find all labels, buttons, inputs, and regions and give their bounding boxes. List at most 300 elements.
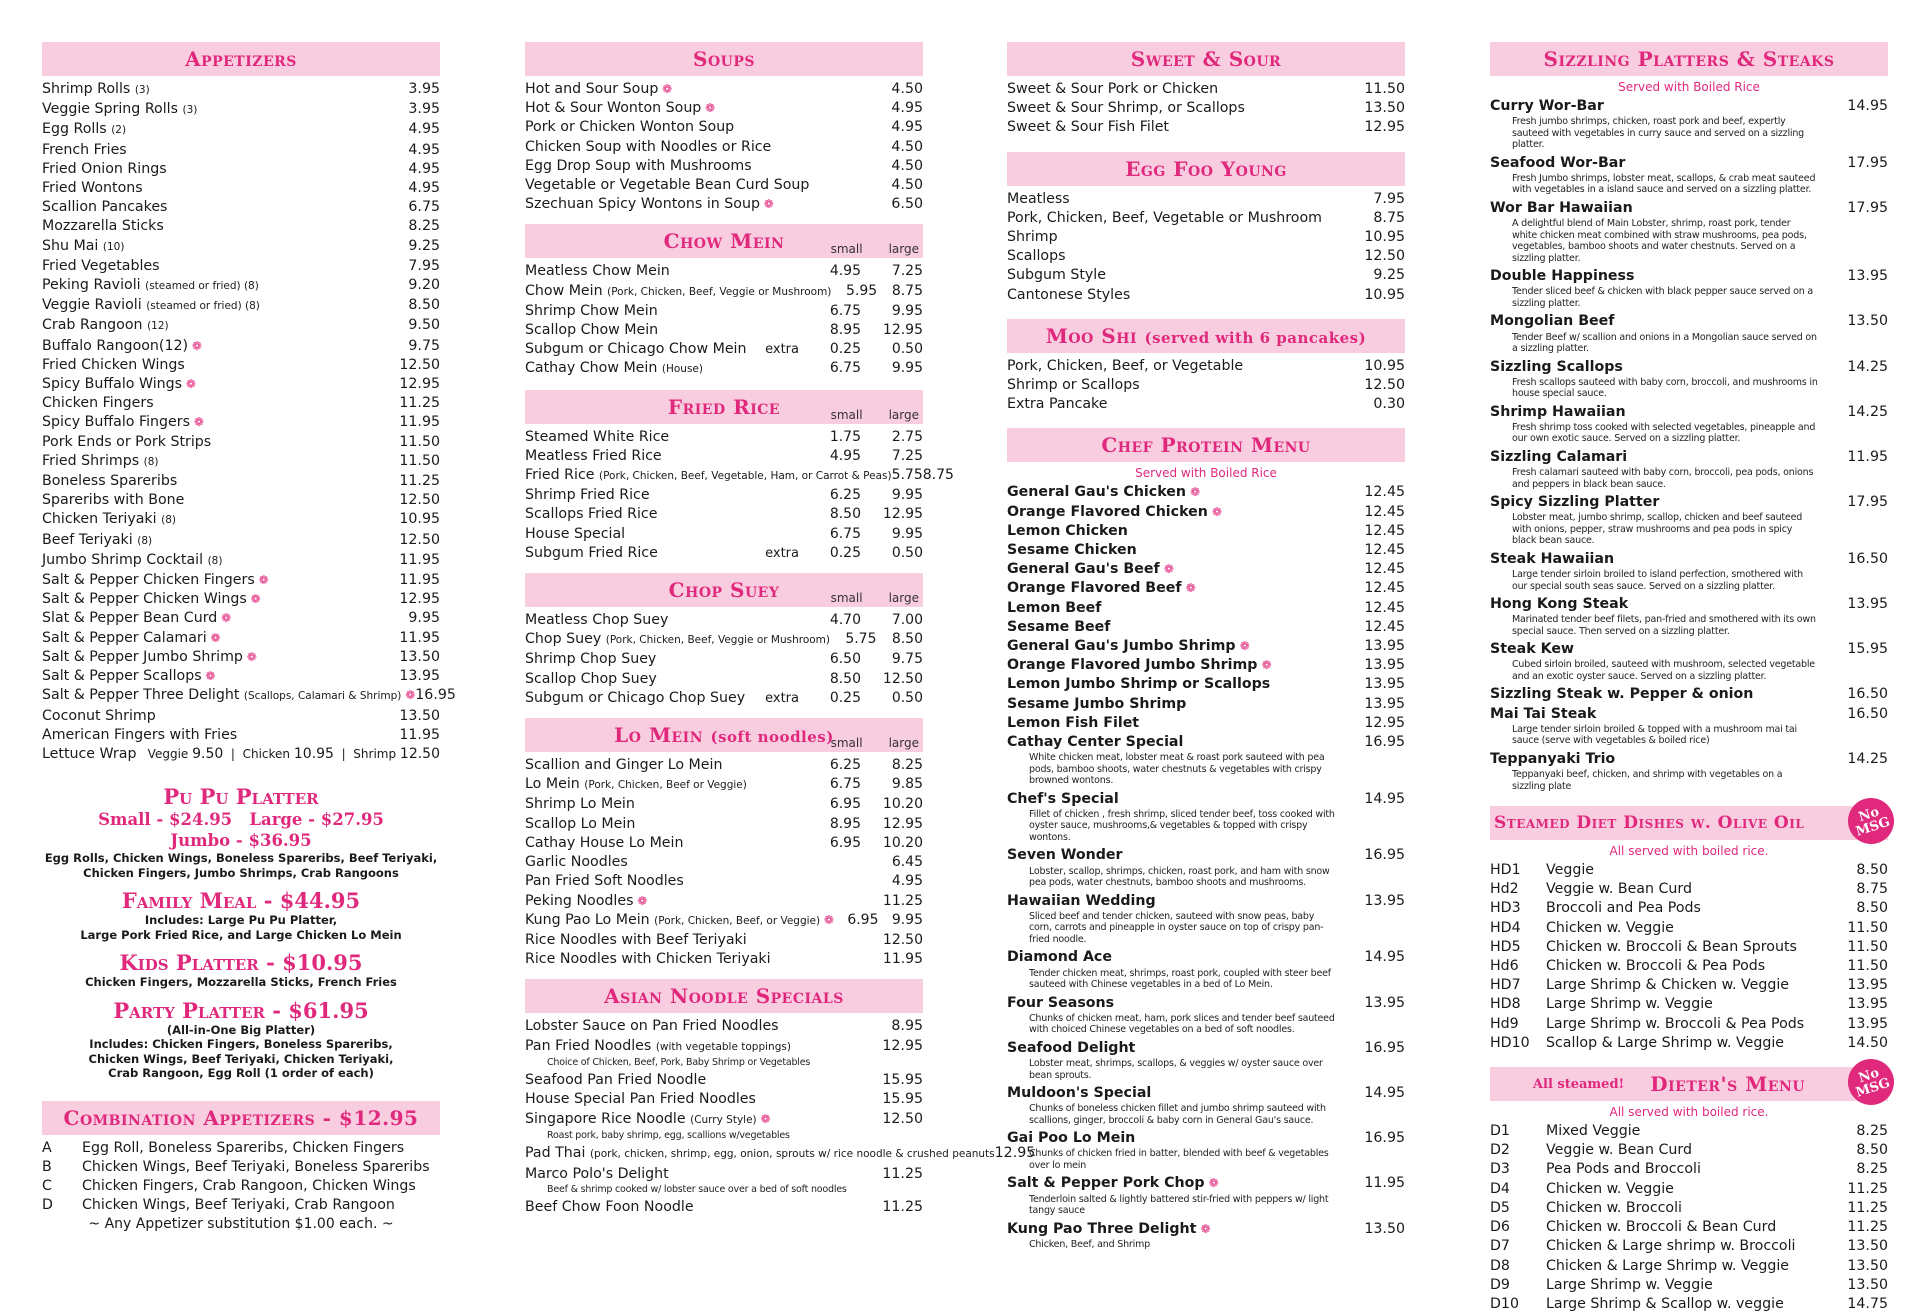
item-name-text: Meatless Chop Suey [525,612,669,629]
item-name-text: Shrimp Chop Suey [525,651,657,668]
item-price: 8.25 [1856,1123,1888,1140]
item-name [1490,267,1828,286]
item-name [1007,209,1345,228]
menu-item-row [525,195,923,214]
item-name-text: Lemon Jumbo Shrimp or Scallops [1007,676,1271,693]
party-line-4: Crab Rangoon, Egg Roll (1 order of each) [108,1066,374,1081]
item-name-text: Scallop Chow Mein [525,322,659,339]
item-price: 4.50 [891,81,923,97]
menu-item-row [42,648,440,667]
small-price: 6.25 [829,757,861,774]
item-code: HD8 [1490,996,1521,1013]
item-name-text: Peking Noodles [525,892,634,909]
menu-item-row [525,428,923,447]
sizzling-header: Sizzling Platters & Steaks [1490,42,1888,76]
kids-line-1: Chicken Fingers, Mozzarella Sticks, French Fries [85,975,397,990]
menu-item-row [1490,1237,1888,1256]
menu-item-row [1490,1257,1888,1276]
item-name-text: Wor Bar Hawaiian [1490,199,1633,216]
item-price: 13.50 [399,707,440,724]
item-name-text: Slat & Pepper Bean Curd [42,610,218,627]
item-name [1007,1129,1345,1148]
item-name-text: Vegetable or Vegetable Bean Curd Soup [525,177,810,194]
item-price: 11.95 [399,551,440,568]
item-description: Fillet of chicken , fresh shrimp, sliced tender beef, toss cooked with oyster sauce, mushrooms,& vegetables & topped with crispy wontons. [1029,808,1335,843]
item-name [1490,403,1828,422]
item-name-text: Chicken w. Broccoli [1546,1199,1682,1216]
item-name [1490,448,1828,467]
item-price: 9.50 [408,317,440,334]
item-name-text: Salt & Pepper Chicken Wings [42,591,247,608]
menu-item-row [1490,1180,1888,1199]
item-name [1546,1180,1828,1199]
item-price: 14.25 [1847,403,1888,420]
menu-item-row [1007,286,1405,305]
item-name [1007,846,1345,865]
combo-name: Egg Roll, Boneless Spareribs, Chicken Fingers [82,1139,405,1156]
item-name-text: Salt & Pepper Jumbo Shrimp [42,648,243,665]
item-name [525,775,799,795]
item-name [42,551,380,571]
item-price: 9.25 [1373,267,1405,284]
item-name-text: Fried Chicken Wings [42,356,185,373]
item-description: Tender chicken meat, shrimps, roast pork, coupled with steer beef sauteed with Chinese vegetables in a bed of Lo Mein. [1029,967,1331,991]
item-name-text: Seafood Delight [1007,1039,1136,1056]
item-name [1007,618,1345,637]
party-line-1: (All-in-One Big Platter) [166,1022,316,1037]
kids-platter-block [42,950,440,990]
family-line-1: Includes: Large Pu Pu Platter, [144,913,338,928]
large-price: 9.95 [891,360,923,377]
menu-item-row [1007,846,1405,865]
item-price: 11.50 [1847,919,1888,936]
item-name [525,872,799,891]
large-price: 12.50 [882,670,923,687]
pupu-sizes: Small - $24.95 Large - $27.95 [98,810,384,830]
eggfoo-section [1007,152,1405,305]
item-name [1007,190,1345,209]
item-name [525,853,799,872]
item-name [525,1037,863,1057]
item-name [1546,976,1828,995]
menu-item-row [525,1198,923,1217]
item-price: 4.95 [891,100,923,117]
item-name [525,670,799,689]
item-price: 12.95 [882,1037,923,1054]
item-name-text: Cathay Chow Mein [525,360,658,377]
small-price: 6.95 [829,834,861,851]
item-price: 15.95 [882,1072,923,1089]
item-detail: (8) [161,514,176,527]
item-code: Hd2 [1490,881,1519,898]
menu-item-row [525,1144,1036,1164]
item-name-text: Steak Hawaiian [1490,550,1615,567]
item-price: 13.50 [1364,100,1405,117]
item-code: D5 [1490,1199,1510,1216]
item-code: D10 [1490,1295,1519,1312]
small-price: 4.70 [829,612,861,629]
menu-item-row [525,1165,923,1184]
small-price: 8.95 [829,815,861,832]
menu-item-row [1490,1015,1888,1034]
item-name [1007,247,1345,266]
item-name-text: Broccoli and Pea Pods [1546,900,1701,917]
item-detail: (10) [102,240,125,253]
item-code: HD10 [1490,1034,1530,1051]
small-price: 6.75 [829,776,861,793]
item-name-text: Shrimp or Scallops [1007,377,1140,394]
item-name-text: Sesame Chicken [1007,542,1137,559]
appetizers-list [42,80,456,745]
item-price: 16.50 [1847,686,1888,703]
item-name-text: Garlic Noodles [525,854,628,871]
item-detail: (2) [111,124,127,137]
item-price: 13.95 [1847,977,1888,994]
item-name-text: Shrimp Lo Mein [525,796,635,813]
item-name [525,795,799,814]
menu-item-row [42,629,440,648]
menu-item-row [525,931,923,950]
item-description: Lobster, scallop, shrimps, chicken, roast pork, and ham with snow pea pods, water chestnuts, bamboo shoots and mushrooms. [1029,865,1330,889]
item-code: D8 [1490,1257,1510,1274]
small-price: 6.50 [829,651,861,668]
menu-item-row [1007,994,1405,1013]
menu-item-row [1007,522,1405,541]
item-name-text: Rice Noodles with Beef Teriyaki [525,931,747,948]
large-price: 11.95 [882,951,923,968]
small-price: 8.50 [829,670,861,687]
small-price: 5.95 [846,282,878,299]
item-price: 14.95 [1364,790,1405,807]
item-code: D6 [1490,1219,1510,1236]
item-name-text: Sizzling Scallops [1490,358,1623,375]
menu-item-row [42,452,440,472]
combo-code: A [42,1139,52,1156]
small-price: 6.25 [829,487,861,504]
item-name [1490,97,1828,116]
soups-header: Soups [525,42,923,76]
item-price: 12.95 [994,1145,1036,1162]
item-name [1007,1220,1345,1239]
item-name [1546,1122,1828,1141]
item-name-text: Peking Ravioli [42,277,141,294]
menu-item-row [525,815,923,834]
item-code: D2 [1490,1142,1510,1159]
item-name-text: Scallion and Ginger Lo Mein [525,757,723,774]
menu-item-row [1007,376,1405,395]
item-name-text: Pan Fried Soft Noodles [525,873,684,890]
item-name [525,544,765,563]
item-name [42,433,380,452]
combo-name: Chicken Wings, Beef Teriyaki, Boneless Spareribs [82,1158,430,1175]
item-name-text: Beef Teriyaki [42,531,133,548]
menu-item-row [1007,228,1405,247]
menu-item-row [1007,190,1405,209]
item-price: 13.95 [1847,268,1888,285]
item-name-text: Scallop Chop Suey [525,670,657,687]
lettuce-wrap-row: Lettuce Wrap Veggie 9.50 | Chicken 10.95 | Shrimp 12.50 [42,745,440,762]
item-name [1007,541,1345,560]
combo-row [42,1139,440,1158]
menu-item-row [525,486,923,505]
menu-item-row [42,433,440,452]
item-name-text: Salt & Pepper Chicken Fingers [42,572,255,589]
menu-item-row [42,296,440,316]
chef-section [1007,428,1405,1250]
item-name [1546,880,1828,899]
item-price: 11.25 [399,395,440,412]
item-name [1007,637,1345,656]
chili-pepper-icon: ❁ [217,611,232,626]
menu-item-row [1007,395,1405,414]
item-name-text: Buffalo Rangoon(12) [42,337,189,354]
chicken-price: 10.95 [293,745,334,762]
menu-item-row [525,892,923,911]
item-name-text: General Gau's Jumbo Shrimp [1007,638,1236,655]
item-name-text: Boneless Spareribs [42,473,178,490]
item-name-text: Veggie [1546,862,1595,879]
menu-item-row [1007,118,1405,137]
item-name-text: Chicken w. Veggie [1546,919,1674,936]
menu-item-row [525,756,923,775]
small-price: 6.75 [829,525,861,542]
menu-item-row [1490,1160,1888,1179]
item-name-text: Large Shrimp w. Veggie [1546,1276,1713,1293]
item-price: 14.75 [1847,1295,1888,1312]
item-name [525,931,799,950]
large-price: 2.75 [891,428,923,445]
item-name [525,466,892,486]
item-price: 12.45 [1364,522,1405,539]
item-detail: (3) [182,104,198,117]
item-name-text: Veggie Ravioli [42,297,142,314]
menu-item-row [1007,1174,1405,1193]
item-detail: (Pork, Chicken, Beef, or Veggie) [654,914,821,927]
item-name-text: Fried Rice [525,467,595,484]
lomein-section [525,718,923,969]
item-description: Chicken, Beef, and Shrimp [1029,1238,1150,1250]
chili-pepper-icon: ❁ [1159,562,1174,577]
item-description: Fresh jumbo shrimps, chicken, roast pork and beef, expertly sauteed with vegetables in curry sauce and served on a sizzling platter. [1512,116,1804,151]
item-name [1546,1034,1828,1053]
item-description: Chunks of chicken fried in batter, blended with beef & vegetables over lo mein [1029,1148,1329,1171]
menu-item-row [42,160,440,179]
item-price: 6.50 [891,196,923,213]
item-name-text: General Gau's Chicken [1007,484,1186,501]
column-4 [1490,42,1892,1314]
dieter-section [1490,1065,1892,1314]
item-price: 11.25 [1847,1180,1888,1197]
item-description: Tender Beef w/ scallion and onions in a Mongolian sauce served on a sizzling platter. [1512,331,1817,355]
item-description: Cubed sirloin broiled, sauteed with mushroom, selected vegetable and an exotic oyster sauce. Served on a sizzling platter. [1512,659,1815,682]
item-price: 15.95 [882,1091,923,1108]
small-price: 4.95 [829,263,861,280]
item-name [42,452,380,472]
item-name [42,80,380,100]
item-name [1007,733,1345,752]
menu-item-row [525,282,923,302]
chili-pepper-icon: ❁ [759,197,774,212]
item-name-text: Lemon Fish Filet [1007,714,1140,731]
menu-item-row [1007,99,1405,118]
item-name [525,1165,863,1184]
item-name [42,179,380,198]
item-price: 11.95 [399,726,440,743]
small-price: 6.75 [829,360,861,377]
item-name [1546,899,1828,918]
shrimp-price: 12.50 [399,745,440,762]
large-price: 10.20 [882,796,923,813]
item-name [1546,1295,1828,1314]
item-name-text: Steamed White Rice [525,428,670,445]
item-price: 9.20 [408,277,440,294]
item-name-text: Seafood Pan Fried Noodle [525,1072,707,1089]
menu-item-row [525,689,923,708]
menu-item-row [525,505,923,524]
item-detail: (8) [207,554,223,567]
item-name-text: Sizzling Calamari [1490,448,1628,465]
menu-item-row [1007,579,1405,598]
item-name-text: Teppanyaki Trio [1490,750,1616,767]
item-price: 7.95 [1373,190,1405,207]
item-price: 12.50 [399,492,440,509]
menu-item-row [525,447,923,466]
item-name [42,276,380,296]
chili-pepper-icon: ❁ [633,893,648,908]
chili-pepper-icon: ❁ [701,101,716,116]
item-code: HD5 [1490,938,1521,955]
item-name-text: Crab Rangoon [42,317,143,334]
menu-item-row [42,472,440,491]
item-name [525,1144,995,1164]
item-description: Large tender sirloin broiled to island perfection, smothered with our special south seas sauce. Served on a sizzling platter. [1512,569,1803,592]
item-name [1007,266,1345,285]
item-name-text: Subgum Fried Rice [525,544,658,561]
item-name [42,531,380,551]
menu-item-row [1007,503,1405,522]
all-steamed-label: All steamed! [1532,1076,1625,1092]
menu-item-row [1007,656,1405,675]
item-name-text: Fried Onion Rings [42,160,167,177]
chopsuey-header: Chop Suey small large [525,573,923,607]
item-name-text: Sweet & Sour Fish Filet [1007,119,1169,136]
item-price: 10.95 [1364,229,1405,246]
menu-item-row [42,667,440,686]
item-name-text: Veggie w. Bean Curd [1546,881,1692,898]
item-name-text: House Special [525,525,626,542]
menu-item-row [525,157,923,176]
item-price: 10.95 [1364,357,1405,374]
item-name [1490,705,1828,724]
combo-code: B [42,1158,52,1175]
item-code: D1 [1490,1123,1510,1140]
item-name [1490,358,1828,377]
item-name [525,630,830,650]
item-price: 4.50 [891,138,923,155]
menu-item-row [525,138,923,157]
item-name [525,950,799,969]
item-description: Tender sliced beef & chicken with black pepper sauce served on a sizzling platter. [1512,286,1813,309]
item-name-text: Mixed Veggie [1546,1123,1641,1140]
item-name-text: Kung Pao Lo Mein [525,911,650,928]
item-detail: (steamed or fried) (8) [145,280,259,293]
item-name [1007,376,1345,395]
menu-item-row [42,257,440,276]
combo-name: Chicken Fingers, Crab Rangoon, Chicken Wings [82,1178,416,1195]
item-price: 11.25 [882,1199,923,1216]
menu-item-row [1490,899,1888,918]
large-price: 9.95 [891,911,923,928]
item-name [525,302,799,321]
chef-note: Served with Boiled Rice [1135,466,1277,481]
item-name-text: Sizzling Steak w. Pepper & onion [1490,686,1754,703]
item-name [1490,595,1828,614]
item-name [1007,1174,1345,1193]
item-description: Chunks of chicken meat, ham, pork slices and tender beef sauteed with choiced Chinese vegetables on a bed of soft noodles. [1029,1012,1335,1036]
item-name-text: Veggie Spring Rolls [42,101,178,118]
menu-item-row [1490,550,1888,569]
large-price: 7.25 [891,263,923,280]
item-price: 0.30 [1373,396,1405,413]
large-price: 9.95 [891,525,923,542]
menu-item-row [42,179,440,198]
menu-item-row [42,375,440,394]
item-name-text: Spicy Buffalo Fingers [42,414,191,431]
menu-item-row [525,302,923,321]
item-name [525,340,765,359]
item-name [42,296,380,316]
asian-section [525,979,1036,1217]
item-description: A delightful blend of Main Lobster, shrimp, roast pork, tender white chicken meat combined with straw mushrooms, pea pods, vegetables, bamboo shoots and water chestnuts. Served on a sizzling platter. [1512,218,1807,264]
item-name [42,375,380,394]
chili-pepper-icon: ❁ [1185,485,1201,500]
item-name-text: Jumbo Shrimp Cocktail [42,551,204,568]
menu-item-row [1490,1276,1888,1295]
item-name-text: Shrimp Hawaiian [1490,403,1626,420]
item-price: 7.95 [408,257,440,274]
item-name-text: Mongolian Beef [1490,313,1615,330]
dieter-header: All steamed! Dieter's Menu No MSG [1490,1067,1888,1101]
item-name-text: Chicken Soup with Noodles or Rice [525,138,772,155]
item-price: 16.95 [415,687,456,704]
item-detail: (with vegetable toppings) [655,1040,791,1053]
friedrice-header: Fried Rice small large [525,390,923,424]
item-name [1007,357,1345,376]
large-price: 12.95 [882,815,923,832]
item-name-text: Chicken w. Broccoli & Bean Curd [1546,1219,1777,1236]
item-price: 4.50 [891,157,923,174]
item-description: Large tender sirloin broiled & topped with a mushroom mai tai sauce (serve with vegetables & boiled rice) [1512,723,1797,747]
menu-item-row [525,466,954,486]
item-name [525,195,863,214]
menu-item-row [1007,357,1405,376]
item-name [1007,228,1345,247]
item-name-text: Sesame Jumbo Shrimp [1007,695,1187,712]
item-description: Lobster meat, jumbo shrimp, scallop, chicken and beef sauteed with onions, pepper, straw mushrooms and pea pods in spicy black bean sauce. [1512,512,1803,547]
item-name-text: Chicken Fingers [42,395,154,412]
large-price: 9.75 [891,651,923,668]
menu-item-row [1007,80,1405,99]
item-price: 4.95 [408,160,440,177]
menu-item-row [42,551,440,571]
chili-pepper-icon: ❁ [242,649,257,664]
item-name [1546,1141,1828,1160]
chili-pepper-icon: ❁ [188,338,202,353]
combo-row [42,1177,440,1196]
item-name [1007,675,1345,694]
item-name [1546,1015,1828,1034]
item-name-text: Scallop Lo Mein [525,815,636,832]
